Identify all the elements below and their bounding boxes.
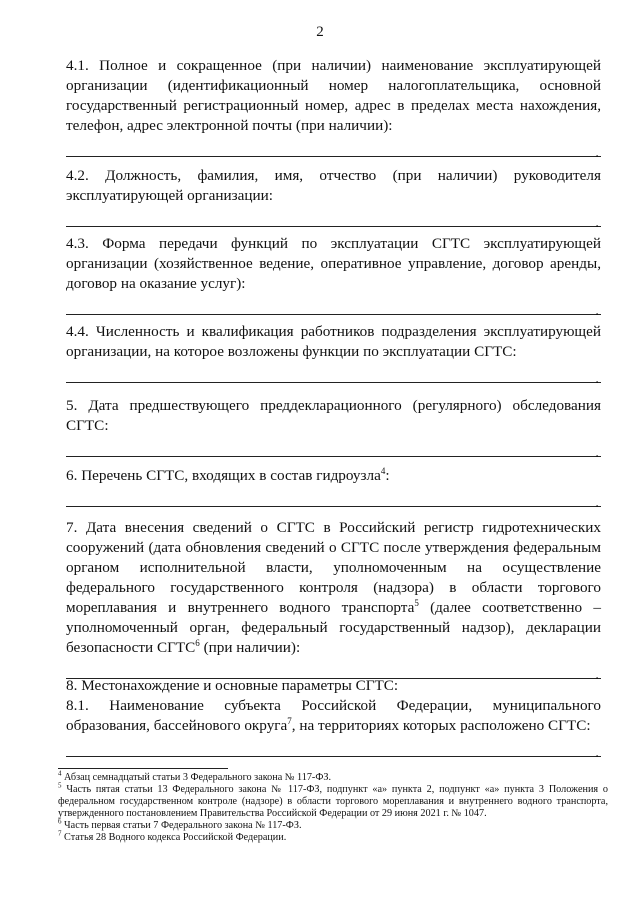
section-4-3-fill-line[interactable]	[66, 298, 601, 319]
line-end-mark: .	[595, 303, 599, 319]
footnote-6-number: 6	[58, 817, 62, 826]
line-end-mark: .	[595, 145, 599, 161]
section-4-2-fill-line[interactable]	[66, 210, 601, 231]
section-5-text: 5. Дата предшествующего преддекларационного (регулярного) обследования СГТС:	[66, 397, 601, 434]
section-4-3	[66, 234, 601, 319]
footnote-7	[58, 829, 608, 844]
footnote-6	[58, 817, 608, 832]
footnote-ref-7[interactable]: 7	[287, 715, 292, 726]
section-8-1-text-b: , на территориях которых расположено СГТС:	[291, 717, 591, 734]
section-6-fill-line[interactable]	[66, 490, 601, 511]
section-7-text-c: (при наличии):	[199, 639, 301, 656]
section-8-1-text-a: 8.1. Наименование субъекта Российской Федерации, муниципального образования, бассейнового округа	[66, 697, 601, 734]
footnote-ref-4[interactable]: 4	[380, 465, 386, 476]
section-7	[66, 518, 601, 683]
footnote-ref-5[interactable]: 5	[414, 597, 419, 608]
line-end-mark: .	[595, 667, 599, 683]
section-6-label: 6. Перечень СГТС, входящих в состав гидроузла	[66, 467, 381, 484]
footnotes	[58, 769, 608, 844]
section-5-fill-line[interactable]	[66, 440, 601, 461]
line-end-mark: .	[595, 445, 599, 461]
section-4-4	[66, 322, 601, 387]
section-4-4-fill-line[interactable]	[66, 366, 601, 387]
footnote-7-number: 7	[58, 829, 62, 838]
footnote-4	[58, 769, 608, 784]
page-number: 2	[316, 24, 324, 40]
section-4-1-text: 4.1. Полное и сокращенное (при наличии) наименование эксплуатирующей организации (идентификационный номер налогоплательщика, основной государственный регистрационный номер, адрес в пределах места нахождения, телефон, адрес электронной почты (при наличии):	[66, 57, 601, 134]
footnote-4-number: 4	[58, 769, 62, 778]
section-4-1-fill-line[interactable]	[66, 140, 601, 161]
footnote-5-number: 5	[58, 781, 62, 790]
footnote-7-text: Статья 28 Водного кодекса Российской Федерации.	[61, 832, 287, 843]
footnote-ref-6[interactable]: 6	[195, 637, 200, 648]
footnote-6-text: Часть первая статьи 7 Федерального закона № 117-ФЗ.	[61, 820, 302, 831]
footnote-5-text: Часть пятая статьи 13 Федерального закона № 117-ФЗ, подпункт «а» пункта 2, подпункт «а» пункта 3 Положения о федеральном государственном контроле (надзоре) в области торгового мореплавания и внутреннего водного транспорта, утвержденного постановлением Правительства Российской Федерации от 29 июня 2021 г. № 1047.	[58, 784, 608, 819]
section-4-4-text: 4.4. Численность и квалификация работников подразделения эксплуатирующей организации, на которое возложены функции по эксплуатации СГТС:	[66, 323, 601, 360]
line-end-mark: .	[595, 745, 599, 761]
section-7-text-b: (далее соответственно – уполномоченный орган, федеральный государственный надзор), декларации безопасности СГТС	[66, 599, 601, 656]
footnote-separator	[58, 768, 228, 769]
section-6-text	[66, 466, 601, 486]
line-end-mark: .	[595, 495, 599, 511]
section-8-1-fill-line[interactable]	[66, 740, 601, 761]
section-4-2-text: 4.2. Должность, фамилия, имя, отчество (при наличии) руководителя эксплуатирующей организации:	[66, 167, 601, 204]
section-6-tail: :	[385, 467, 390, 484]
section-7-text-a: 7. Дата внесения сведений о СГТС в Российский регистр гидротехнических сооружений (дата обновления сведений о СГТС после утверждения федеральным органом исполнительной власти, уполномоченным на осуществление федерального государственного контроля (надзора) в области торгового мореплавания и внутреннего водного транспорта	[66, 519, 601, 616]
section-7-text	[66, 518, 601, 658]
line-end-mark: .	[595, 215, 599, 231]
section-8-text: 8. Местонахождение и основные параметры СГТС:	[66, 677, 399, 694]
section-8	[66, 676, 601, 761]
section-4-2	[66, 166, 601, 231]
section-4-1	[66, 56, 601, 161]
section-6	[66, 465, 601, 511]
section-8-1-text	[66, 696, 601, 736]
footnote-4-text: Абзац семнадцатый статьи 3 Федерального закона № 117-ФЗ.	[61, 772, 332, 783]
section-5	[66, 396, 601, 461]
footnote-5	[58, 781, 608, 820]
section-4-3-text: 4.3. Форма передачи функций по эксплуатации СГТС эксплуатирующей организации (хозяйственное ведение, оперативное управление, договор аренды, договор на оказание услуг):	[66, 235, 601, 292]
line-end-mark: .	[595, 371, 599, 387]
